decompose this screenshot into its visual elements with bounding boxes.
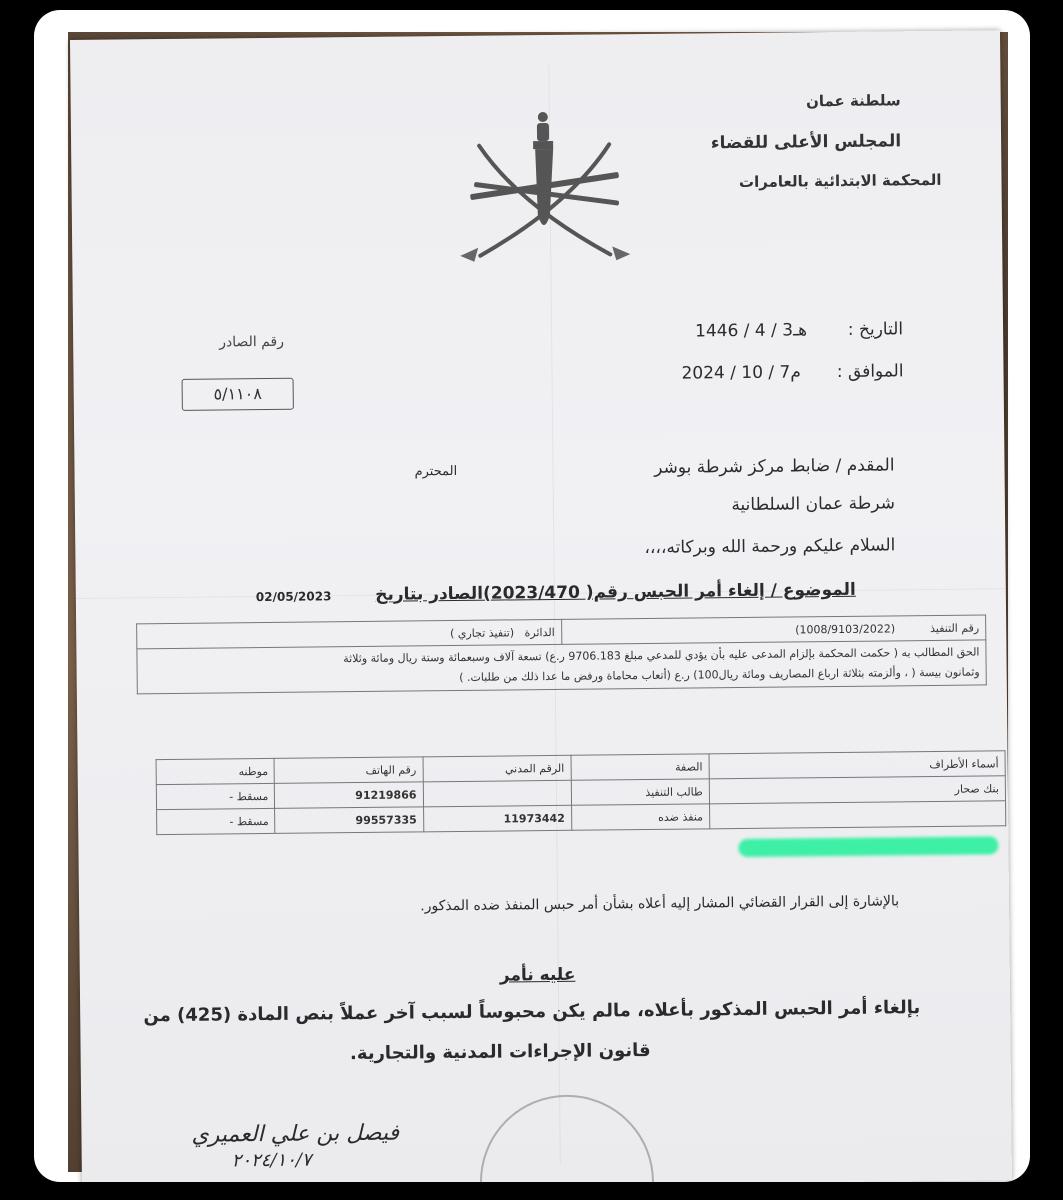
signature-name: فيصل بن علي العميري bbox=[191, 1120, 400, 1148]
greeting: السلام عليكم ورحمة الله وبركاته،،،، bbox=[644, 535, 896, 559]
subject-line: الموضوع / إلغاء أمر الحبس رقم( 2023/470)الصادر بتاريخ bbox=[375, 579, 856, 605]
header-capacity: الصفة bbox=[571, 754, 709, 780]
header-court: المحكمة الابتدائية بالعامرات bbox=[738, 170, 942, 192]
header-civil-id: الرقم المدني bbox=[423, 755, 571, 782]
circuit-label: الدائرة bbox=[524, 625, 555, 639]
party-name: بنك صحار bbox=[709, 776, 1005, 804]
party-phone: 91219866 bbox=[275, 782, 423, 809]
court-letter-page bbox=[70, 30, 1012, 1182]
gregorian-date-label: الموافق : bbox=[836, 361, 904, 382]
reference-number: ٥/١١٠٨ bbox=[182, 378, 294, 411]
order-line1: بإلغاء أمر الحبس المذكور بأعلاه، مالم يكن محبوساً لسبب آخر عملاً بنص المادة (425) من bbox=[143, 997, 921, 1027]
signature-date: ٢٠٢٤/١٠/٧ bbox=[231, 1149, 312, 1172]
parties-table bbox=[156, 750, 1007, 835]
header-country: سلطنة عمان bbox=[805, 91, 901, 111]
header-council: المجلس الأعلى للقضاء bbox=[710, 131, 902, 154]
header-residence: موطنه bbox=[156, 758, 275, 784]
claim-label: الحق المطالب به bbox=[901, 645, 980, 660]
oman-national-emblem-icon bbox=[449, 104, 641, 286]
party-capacity: طالب التنفيذ bbox=[571, 779, 709, 805]
addressee-line1: المقدم / ضابط مركز شرطة بوشر bbox=[654, 455, 895, 478]
execution-number-value: (1008/9103/2022) bbox=[795, 621, 896, 636]
addressee-honorific: المحترم bbox=[414, 463, 458, 480]
case-details-box bbox=[136, 614, 987, 694]
party-capacity: منفذ ضده bbox=[571, 804, 709, 830]
subject-date: 02/05/2023 bbox=[255, 589, 332, 605]
header-parties: أسماء الأطراف bbox=[709, 751, 1005, 779]
header-phone: رقم الهاتف bbox=[275, 757, 423, 784]
addressee-line2: شرطة عمان السلطانية bbox=[731, 493, 896, 516]
gregorian-date-value: 2024 / 10 / 7م bbox=[681, 362, 801, 384]
claim-line2: وثمانون بيسة ( ، وألزمته بثلاثة ارباع المصاريف ومائة ريال100) ر.ع (أتعاب محاماة ورفض ما عدا ذلك من طلبات. ) bbox=[459, 665, 980, 684]
redaction-mark bbox=[738, 836, 998, 857]
claim-line1: ( حكمت المحكمة بإلزام المدعى عليه بأن يؤدي للمدعي مبلغ 9706.183 ر.ع) تسعة آلاف وسبعمائة وستة ريال ومائة وثلاثة bbox=[343, 646, 899, 666]
party-civil-id: 11973442 bbox=[423, 805, 571, 832]
party-name bbox=[709, 801, 1005, 829]
order-line2: قانون الإجراءات المدنية والتجارية. bbox=[349, 1039, 651, 1065]
reference-label: رقم الصادر bbox=[219, 333, 285, 351]
image-frame bbox=[34, 10, 1030, 1182]
hijri-date-label: التاريخ : bbox=[847, 319, 904, 340]
party-residence: مسقط - bbox=[156, 783, 275, 809]
reference-line: بالإشارة إلى القرار القضائي المشار إليه أعلاه بشأن أمر حبس المنفذ ضده المذكور. bbox=[420, 893, 900, 915]
claim-cell bbox=[137, 640, 986, 694]
execution-number-label: رقم التنفيذ bbox=[930, 621, 980, 635]
hijri-date-value: 1446 / 4 / 3هـ bbox=[694, 320, 808, 342]
party-residence: مسقط - bbox=[157, 808, 276, 834]
order-heading: عليه نأمر bbox=[499, 964, 576, 986]
party-phone: 99557335 bbox=[275, 807, 423, 834]
party-civil-id bbox=[423, 780, 571, 807]
circuit-value: (تنفيذ تجاري ) bbox=[449, 625, 515, 640]
court-stamp bbox=[479, 1094, 655, 1182]
